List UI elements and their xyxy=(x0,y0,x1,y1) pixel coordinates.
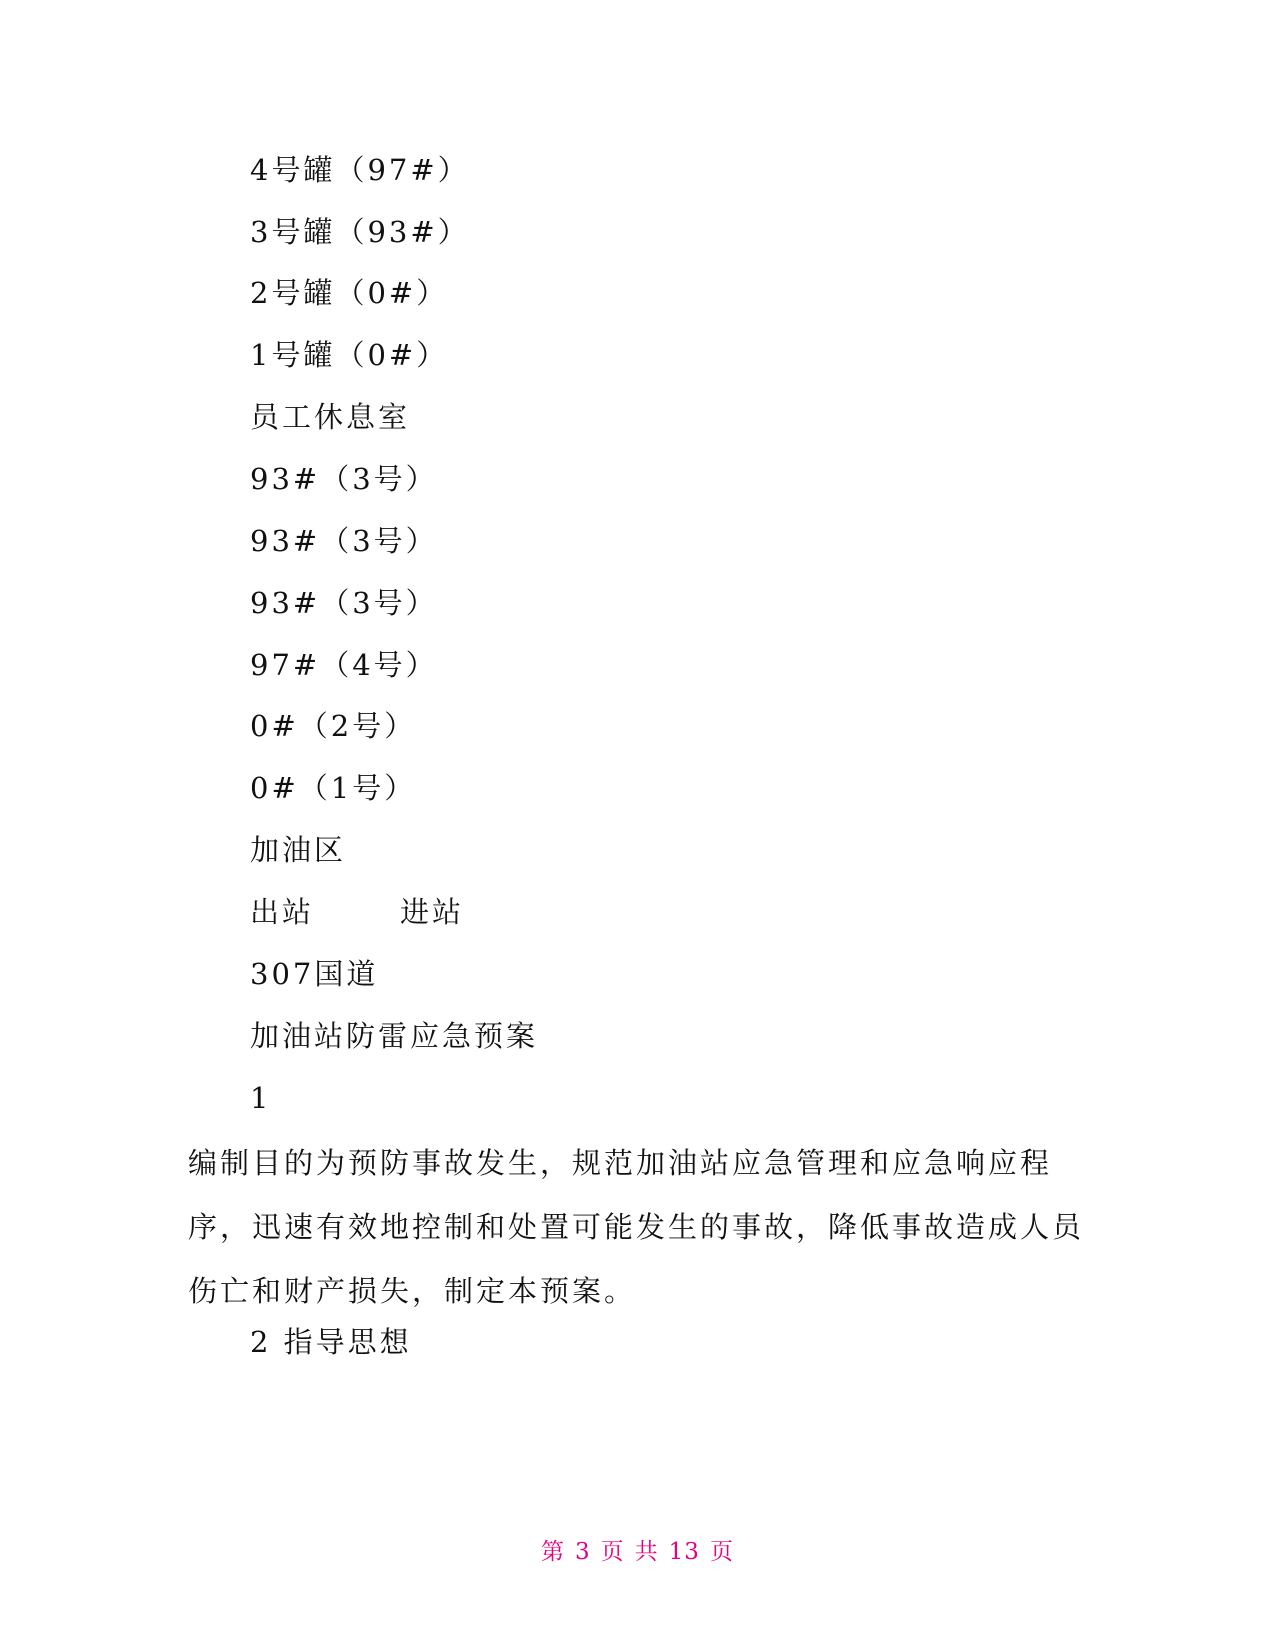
refuel-area-label: 加油区 xyxy=(250,833,347,867)
footer-gong: 共 xyxy=(634,1539,659,1565)
document-title: 加油站防雷应急预案 xyxy=(250,1019,539,1053)
tank-2-label: 2号罐（0#） xyxy=(250,276,449,310)
pump-0-2-label: 0#（2号） xyxy=(250,709,417,743)
tank-1-label: 1号罐（0#） xyxy=(250,338,449,372)
exit-entry-line xyxy=(250,892,464,932)
section-1-number: 1 xyxy=(250,1081,272,1115)
entry-label: 进站 xyxy=(400,895,465,929)
pump-93-b-label: 93#（3号） xyxy=(250,524,438,558)
footer-ye2: 页 xyxy=(709,1539,734,1565)
road-label: 307国道 xyxy=(250,957,379,991)
tank-4-label: 4号罐（97#） xyxy=(250,153,470,187)
staff-lounge-label: 员工休息室 xyxy=(250,400,411,434)
page-footer xyxy=(0,1537,1275,1567)
footer-page-current: 3 xyxy=(575,1539,591,1565)
pump-0-1-label: 0#（1号） xyxy=(250,771,417,805)
tank-3-label: 3号罐（93#） xyxy=(250,215,470,249)
pump-97-label: 97#（4号） xyxy=(250,648,438,682)
pump-93-a-label: 93#（3号） xyxy=(250,462,438,496)
pump-93-c-label: 93#（3号） xyxy=(250,586,438,620)
purpose-paragraph: 编制目的为预防事故发生，规范加油站应急管理和应急响应程序，迅速有效地控制和处置可能发生的事故，降低事故造成人员伤亡和财产损失，制定本预案。 xyxy=(188,1146,1085,1308)
exit-label: 出站 xyxy=(250,895,315,929)
footer-di: 第 xyxy=(541,1539,566,1565)
section-2-heading: 2 指导思想 xyxy=(250,1325,412,1359)
footer-page-total: 13 xyxy=(668,1539,700,1565)
footer-ye: 页 xyxy=(600,1539,625,1565)
